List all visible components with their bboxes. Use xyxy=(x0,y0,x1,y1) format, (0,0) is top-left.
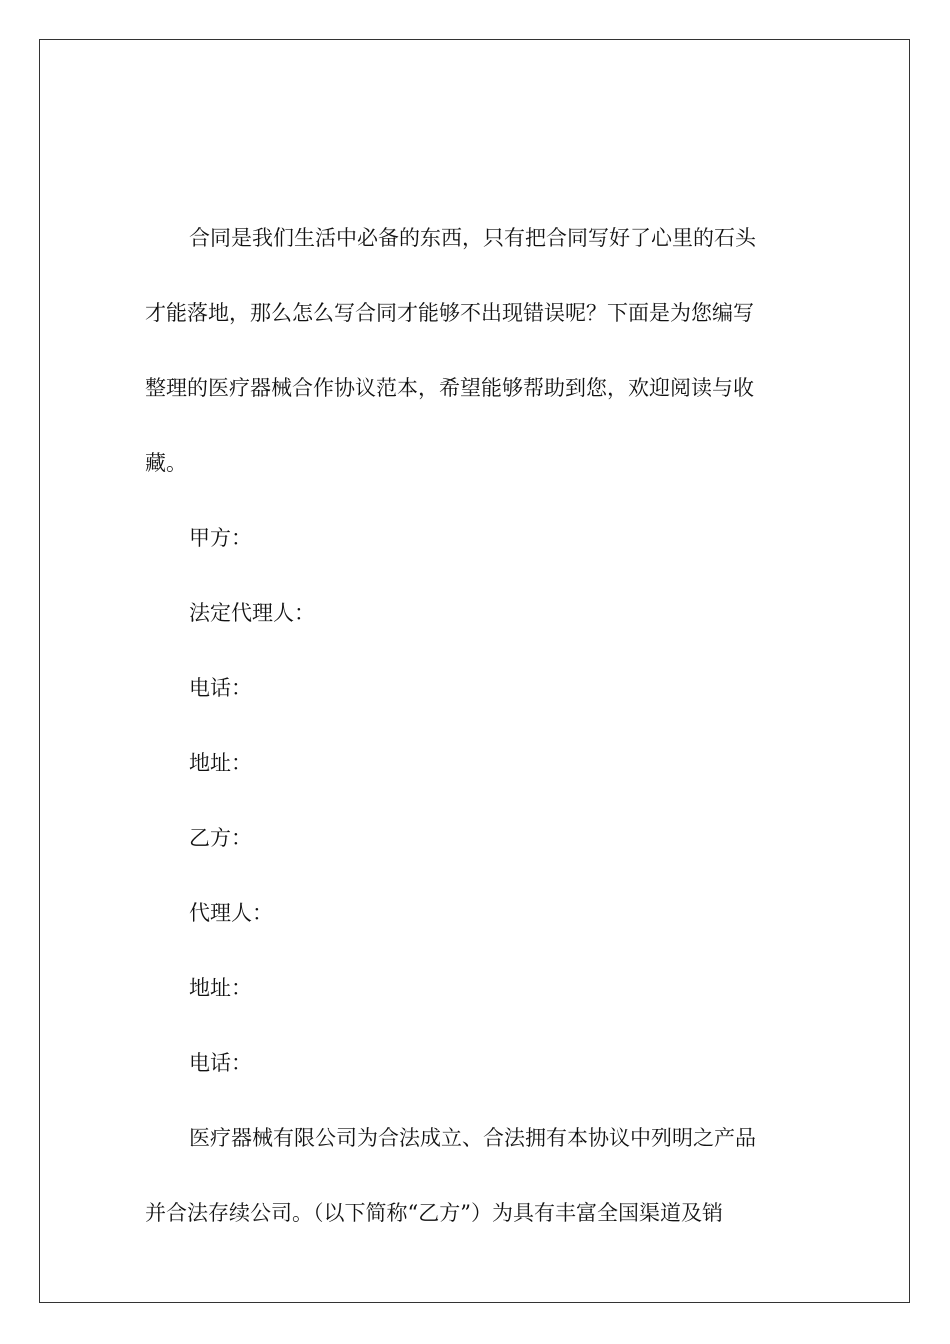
party-b-label: 乙方： xyxy=(189,826,252,850)
body-line-1: 医疗器械有限公司为合法成立、合法拥有本协议中列明之产品 xyxy=(189,1126,756,1150)
legal-rep-label: 法定代理人： xyxy=(189,601,315,625)
intro-line-2: 才能落地，那么怎么写合同才能够不出现错误呢？下面是为您编写 xyxy=(145,301,754,325)
party-a-phone-label: 电话： xyxy=(189,676,252,700)
intro-line-4: 藏。 xyxy=(145,451,187,475)
party-b-phone-label: 电话： xyxy=(189,1051,252,1075)
party-a-label: 甲方： xyxy=(189,526,252,550)
party-a-address-label: 地址： xyxy=(189,751,252,775)
party-b-address-label: 地址： xyxy=(189,976,252,1000)
agent-label: 代理人： xyxy=(189,901,273,925)
body-line-2: 并合法存续公司。（以下简称“乙方”）为具有丰富全国渠道及销 xyxy=(145,1201,723,1225)
intro-line-1: 合同是我们生活中必备的东西，只有把合同写好了心里的石头 xyxy=(189,226,756,250)
intro-line-3: 整理的医疗器械合作协议范本，希望能够帮助到您，欢迎阅读与收 xyxy=(145,376,754,400)
